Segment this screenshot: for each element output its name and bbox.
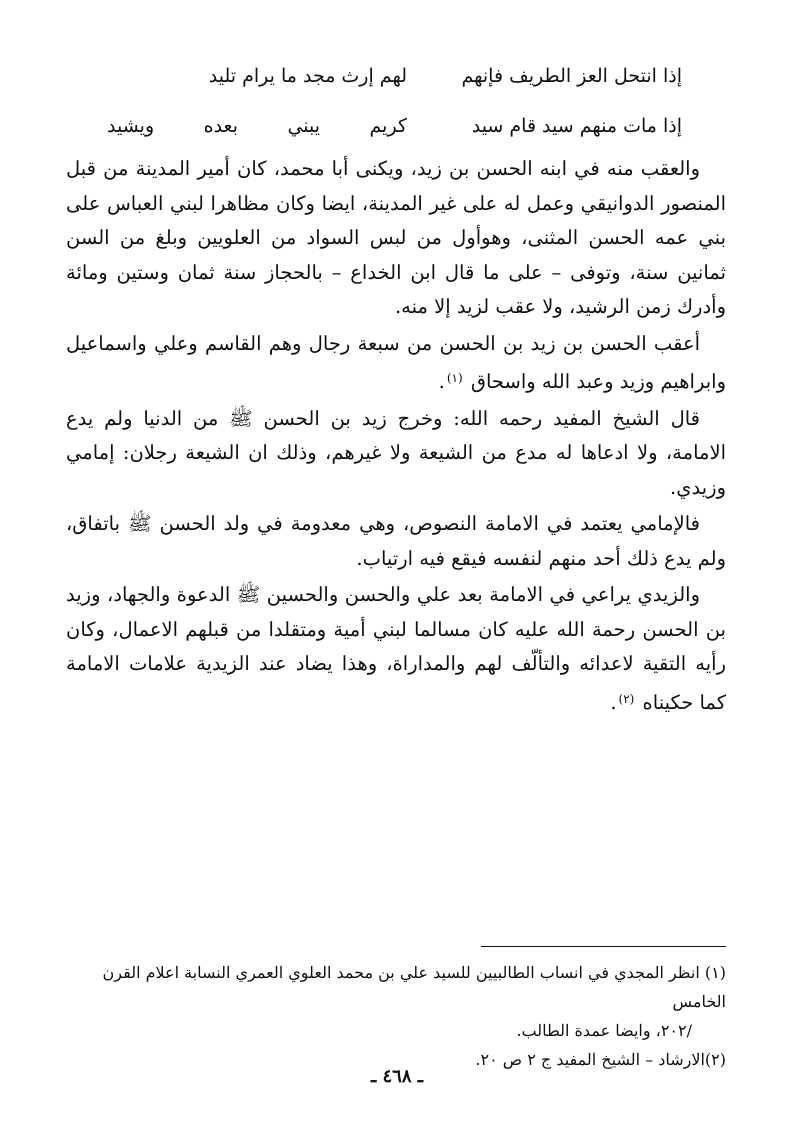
paragraph-5-end: . [610,690,617,714]
page-number: ـ ٤٦٨ ـ [370,1066,424,1087]
verse-word: بعده [203,115,238,137]
body-text [66,152,726,720]
verse-first-half: إذا انتحل العز الطريف فإنهم [461,65,682,87]
verse-word: كريم [369,115,407,137]
paragraph-4: فالإمامي يعتمد في الامامة النصوص، وهي معدومة في ولد الحسن ﷺ باتفاق، ولم يدع ذلك أحد منهم لنفسه فيقع فيه ارتياب. [66,512,726,570]
poem-line-2 [107,114,682,138]
verse-second-half: لهم إرث مجد ما يرام تليد [208,65,407,87]
poem-line-1 [107,64,682,88]
poem-verses-2 [107,114,682,138]
paragraph-2-text: أعقب الحسن بن زيد بن الحسن من سبعة رجال وهم القاسم وعلي واسماعيل وابراهيم وزيد وعبد الله واسحاق [66,331,726,393]
verse-first-half: إذا مات منهم سيد قام سيد [471,115,682,137]
footnote-ref-2[interactable]: (٢) [618,691,635,706]
paragraph-5 [66,578,726,720]
poem-verses [107,64,682,88]
paragraph-1: والعقب منه في ابنه الحسن بن زيد، ويكنى أبا محمد، كان أمير المدينة من قبل المنصور الدوانيقي وعمل له على غير المدينة، ايضا وكان مظاهرا لبني العباس على بني عمه الحسن المثنى، وهوأول من لبس السواد من العلويين وبلغ من السن ثمانين سنة، وتوفى – على ما قال ابن الخداع – بالحجاز سنة ثمان وستين ومائة وأدرك زمن الرشيد، ولا عقب لزيد إلا منه. [66,157,726,318]
verse-second-half [107,114,407,138]
paragraph-2 [66,327,726,400]
verse-word: يبني [287,115,321,137]
paragraph-5-text: والزيدي يراعي في الامامة بعد علي والحسن والحسين ﷺ الدعوة والجهاد، وزيد بن الحسن رحمة الله عليه كان مسالما لبني أمية ومتقلدا من قبلهم الاعمال، وكان رأيه التقية لاعدائه والتألّف لهم والمداراة، وهذا يضاد عند الزيدية علامات الامامة كما حكيناه [66,583,726,714]
footnote-divider [481,946,726,947]
footnote-1-line-1: (١) انظر المجدي في انساب الطالبيين للسيد علي بن محمد العلوي العمري النسابة اعلام القرن الخامس [102,963,726,1011]
footnotes [66,958,726,1074]
paragraph-3: قال الشيخ المفيد رحمه الله: وخرج زيد بن الحسن ﷺ من الدنيا ولم يدع الامامة، ولا ادعاها له مدع من الشيعة ولا غيرهم، وذلك ان الشيعة رجلان: إمامي وزيدي. [66,406,726,499]
footnote-2: (٢)الارشاد – الشيخ المفيد ج ٢ ص ٢٠. [475,1050,726,1069]
paragraph-2-end: . [438,370,445,393]
footnote-ref-1[interactable]: (١) [446,371,463,385]
footnote-1-line-2: /٢٠٢، وايضا عمدة الطالب. [516,1021,692,1040]
verse-word: ويشيد [107,115,155,137]
